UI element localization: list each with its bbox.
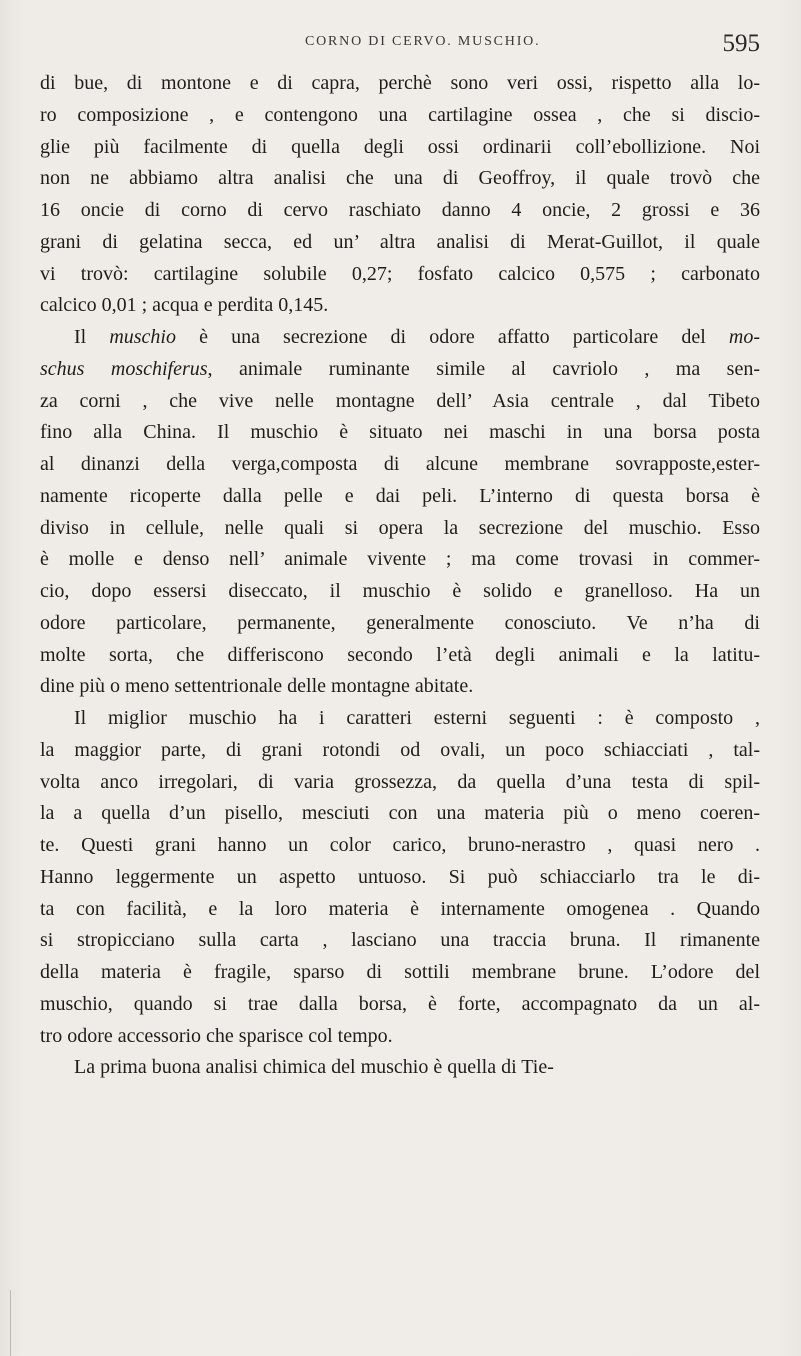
text-fragment: , animale ruminante simile al cavriolo , ma sen- — [207, 357, 760, 380]
text-line: glie più facilmente di quella degli ossi ordinarii coll’ebollizione. Noi — [40, 135, 760, 158]
text-line: diviso in cellule, nelle quali si opera la secrezione del muschio. Esso — [40, 516, 760, 539]
paragraph-muschio — [40, 322, 760, 703]
text-line: calcico 0,01 ; acqua e perdita 0,145. — [40, 294, 329, 317]
italic-term: muschio — [109, 326, 176, 348]
text-line: di bue, di montone e di capra, perchè sono veri ossi, rispetto alla lo- — [40, 72, 760, 94]
page-edge-line — [10, 1290, 11, 1356]
text-line: al dinanzi della verga,composta di alcune membrane sovrapposte,ester- — [40, 453, 760, 475]
text-line: la maggior parte, di grani rotondi od ovali, un poco schiacciati , tal- — [40, 738, 760, 761]
text-line: ta con facilità, e la loro materia è internamente omogenea . Quando — [40, 897, 760, 920]
text-line: namente ricoperte dalla pelle e dai peli. L’interno di questa borsa è — [40, 484, 760, 507]
text-line: ro composizione , e contengono una cartilagine ossea , che si discio- — [40, 103, 760, 126]
text-line: non ne abbiamo altra analisi che una di Geoffroy, il quale trovò che — [40, 167, 760, 190]
text-line: la a quella d’un pisello, mesciuti con una materia più o meno coeren- — [40, 802, 760, 825]
text-line: è molle e denso nell’ animale vivente ; ma come trovasi in commer- — [40, 548, 760, 571]
text-line: odore particolare, permanente, generalmente conosciuto. Ve n’ha di — [40, 611, 760, 634]
text-line: si stropicciano sulla carta , lasciano una traccia bruna. Il rimanente — [40, 929, 760, 952]
paragraph-miglior-muschio — [40, 703, 760, 1052]
text-line: grani di gelatina secca, ed un’ altra analisi di Merat-Guillot, il quale — [40, 230, 760, 253]
paragraph-corno-di-cervo — [40, 68, 760, 322]
text-line — [40, 354, 760, 386]
italic-term: schus moschiferus — [40, 357, 208, 380]
text-line: muschio, quando si trae dalla borsa, è forte, accompagnato da un al- — [40, 992, 760, 1015]
text-line: La prima buona analisi chimica del muschio è quella di Tie- — [74, 1056, 554, 1079]
text-line: dine più o meno settentrionale delle montagne abitate. — [40, 675, 474, 698]
running-title: CORNO DI CERVO. MUSCHIO. — [305, 34, 541, 49]
text-line: della materia è fragile, sparso di sottili membrane brune. L’odore del — [40, 961, 760, 983]
text-line: volta anco irregolari, di varia grossezza, da quella d’una testa di spil- — [40, 770, 760, 793]
text-line: za corni , che vive nelle montagne dell’ Asia centrale , dal Tibeto — [40, 389, 760, 412]
paragraph-analisi — [40, 1052, 760, 1084]
page-number: 595 — [722, 30, 760, 57]
text-line: molte sorta, che differiscono secondo l’età degli animali e la latitu- — [40, 643, 760, 666]
text-line: te. Questi grani hanno un color carico, bruno-nerastro , quasi nero . — [40, 834, 760, 856]
text-line: Il miglior muschio ha i caratteri esterni seguenti : è composto , — [74, 707, 760, 729]
text-line: cio, dopo essersi diseccato, il muschio è solido e granelloso. Ha un — [40, 580, 760, 602]
text-line: Hanno leggermente un aspetto untuoso. Si può schiacciarlo tra le di- — [40, 865, 760, 888]
text-line: vi trovò: cartilagine solubile 0,27; fosfato calcico 0,575 ; carbonato — [40, 262, 760, 285]
text-fragment: Il — [74, 326, 110, 348]
text-line: 16 oncie di corno di cervo raschiato danno 4 oncie, 2 grossi e 36 — [40, 199, 760, 221]
text-line — [40, 322, 760, 354]
text-line: tro odore accessorio che sparisce col tempo. — [40, 1024, 393, 1047]
text-fragment: è una secrezione di odore affatto particolare del — [176, 326, 729, 348]
text-line: fino alla China. Il muschio è situato nei maschi in una borsa posta — [40, 421, 760, 444]
body-text — [40, 68, 760, 1084]
page-header — [40, 30, 760, 70]
italic-term: mo- — [728, 326, 760, 348]
